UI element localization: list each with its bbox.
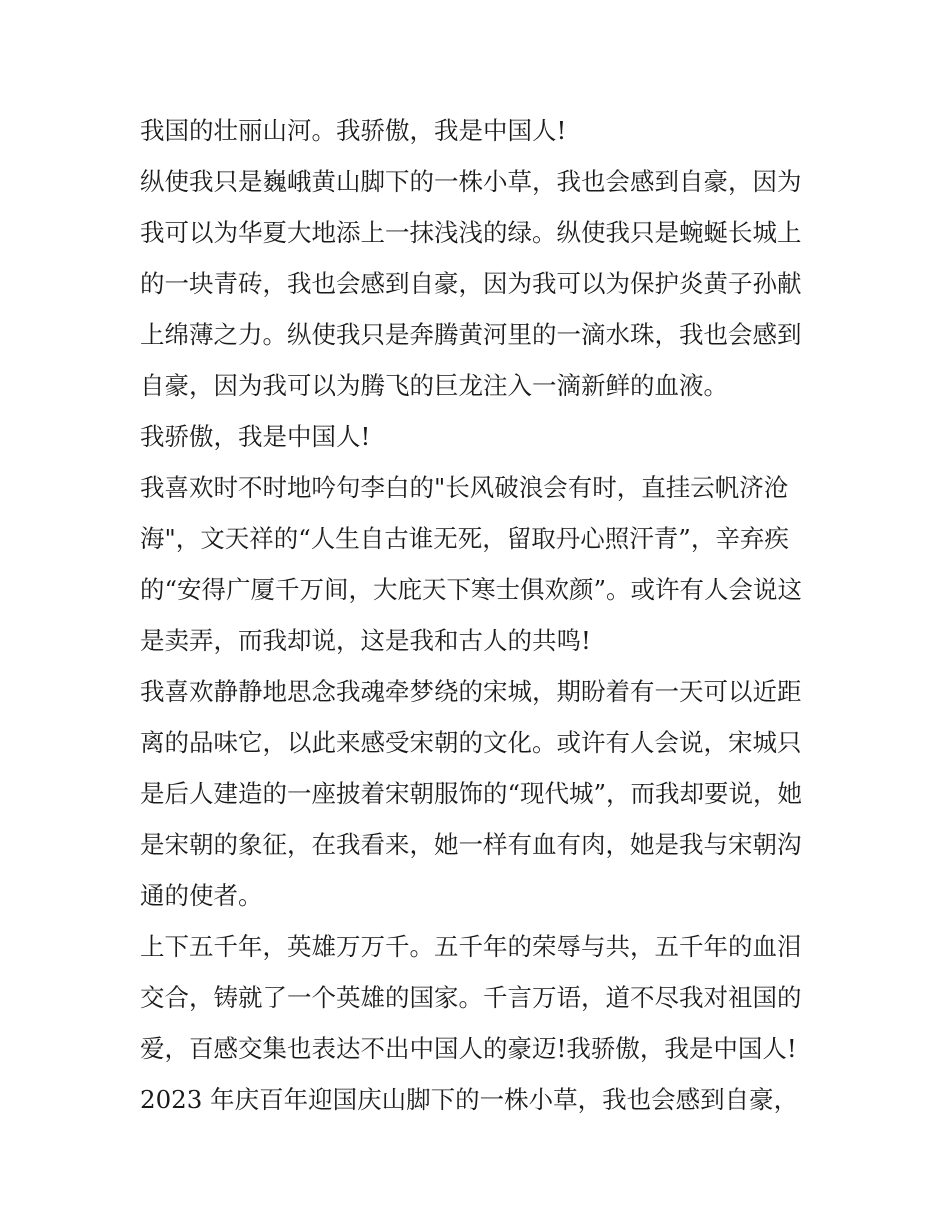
text-line: 的“安得广厦千万间，大庇天下寒士俱欢颜”。或许有人会说这 [140, 575, 803, 604]
text-line: 自豪，因为我可以为腾飞的巨龙注入一滴新鲜的血液。 [140, 371, 728, 400]
text-line: 我喜欢静静地思念我魂牵梦绕的宋城，期盼着有一天可以近距 [140, 677, 802, 706]
text-line: 爱，百感交集也表达不出中国人的豪迈!我骄傲，我是中国人! [140, 1034, 797, 1063]
text-line: 的一块青砖，我也会感到自豪，因为我可以为保护炎黄子孙献 [140, 269, 802, 298]
text-line: 纵使我只是巍峨黄山脚下的一株小草，我也会感到自豪，因为 [140, 167, 802, 196]
text-line: 上下五千年，英雄万万千。五千年的荣辱与共，五千年的血泪 [140, 932, 802, 961]
text-line: 我骄傲，我是中国人! [140, 422, 371, 451]
text-line: 是宋朝的象征，在我看来，她一样有血有肉，她是我与宋朝沟 [140, 830, 802, 859]
document-body [140, 105, 812, 1125]
text-line: 海"，文天祥的“人生自古谁无死，留取丹心照汗青”，辛弃疾 [140, 524, 789, 553]
text-line: 是后人建造的一座披着宋朝服饰的“现代城”，而我却要说，她 [140, 779, 803, 808]
text-line: 我可以为华夏大地添上一抹浅浅的绿。纵使我只是蜿蜒长城上 [140, 218, 802, 247]
text-line: 我喜欢时不时地吟句李白的"长风破浪会有时，直挂云帆济沧 [140, 473, 789, 502]
text-line: 我国的壮丽山河。我骄傲，我是中国人! [140, 116, 567, 145]
text-line: 上绵薄之力。纵使我只是奔腾黄河里的一滴水珠，我也会感到 [140, 320, 802, 349]
text-line: 是卖弄，而我却说，这是我和古人的共鸣! [140, 626, 591, 655]
text-line: 2023 年庆百年迎国庆山脚下的一株小草，我也会感到自豪， [140, 1085, 799, 1114]
text-line: 通的使者。 [140, 881, 263, 910]
text-line: 交合，铸就了一个英雄的国家。千言万语，道不尽我对祖国的 [140, 983, 802, 1012]
text-line: 离的品味它，以此来感受宋朝的文化。或许有人会说，宋城只 [140, 728, 802, 757]
